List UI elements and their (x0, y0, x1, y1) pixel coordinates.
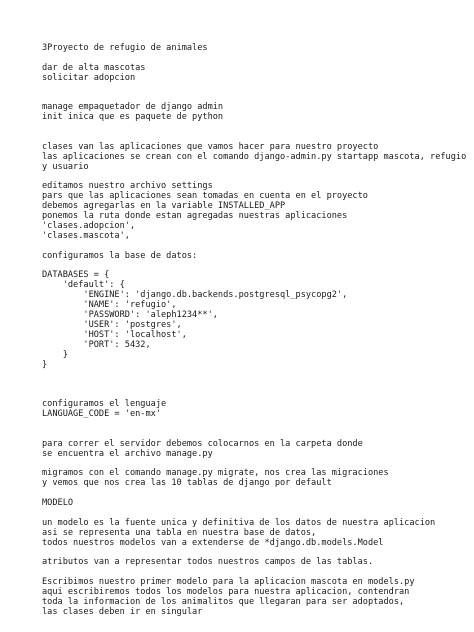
text-line: y usuario (42, 161, 89, 172)
text-line: se encuentra el archivo manage.py (42, 448, 213, 459)
text-line: 'PORT': 5432, (42, 339, 151, 350)
text-line: atributos van a representar todos nuestros campos de las tablas. (42, 557, 374, 568)
text-line: todos nuestros modelos van a extenderse de *django.db.models.Model (42, 537, 384, 548)
text-line: LANGUAGE_CODE = 'en-mx' (42, 408, 161, 419)
text-line: 3Proyecto de refugio de animales (42, 43, 208, 53)
text-line: pars que las aplicaciones sean tomadas en cuenta en el proyecto (42, 191, 368, 202)
blank-line (42, 420, 462, 430)
text-line: clases van las aplicaciones que vamos hacer para nuestro proyecto (42, 141, 379, 152)
text-line: para correr el servidor debemos colocarnos en la carpeta donde (42, 438, 363, 449)
text-line: editamos nuestro archivo settings (42, 181, 213, 192)
text-line: 'USER': 'postgres', (42, 319, 182, 330)
blank-line (42, 84, 462, 94)
text-line: un modelo es la fuente unica y definitiva de los datos de nuestra aplicacion (42, 517, 436, 528)
document-page (42, 43, 467, 618)
text-line: } (42, 349, 68, 360)
text-line: dar de alta mascotas (42, 62, 146, 73)
text-line: asi se representa una tabla en nuestra base de datos, (42, 527, 317, 538)
text-line: y vemos que nos crea las 10 tablas de django por default (42, 478, 332, 489)
text-line: 'clases.adopcion', (42, 221, 136, 232)
text-line: init inica que es paquete de python (42, 112, 224, 123)
text-line: 'NAME': 'refugio', (42, 300, 177, 311)
text-line: debemos agregarlas en la variable INSTALLED_APP (42, 201, 286, 212)
text-line: Escribimos nuestro primer modelo para la aplicacion mascota en models.py (42, 577, 415, 588)
text-line: las clases deben ir en singular (42, 606, 203, 617)
text-line: 'ENGINE': 'django.db.backends.postgresql_psycopg2', (42, 290, 348, 301)
text-line: 'clases.mascota', (42, 230, 130, 241)
text-line: MODELO (42, 497, 74, 508)
blank-line (42, 123, 462, 133)
text-line: DATABASES = { (42, 270, 110, 281)
text-line: 'HOST': 'localhost', (42, 329, 187, 340)
text-line: manage empaquetador de django admin (42, 102, 224, 113)
text-line: migramos con el comando manage.py migrate, nos crea las migraciones (42, 468, 389, 479)
blank-line (42, 489, 462, 499)
blank-line (42, 370, 462, 380)
text-line: aqui escribiremos todos los modelos para nuestra aplicacion, contendran (42, 586, 410, 597)
text-line: configuramos el lenguaje (42, 399, 167, 410)
text-line: 'PASSWORD': 'aleph1234**', (42, 310, 218, 321)
text-line: } (42, 359, 48, 370)
text-line: ponemos la ruta donde estan agregadas nuestras aplicaciones (42, 211, 348, 222)
text-line: toda la informacion de los animalitos que llegaran para ser adoptados, (42, 596, 405, 607)
text-line: las aplicaciones se crean con el comando django-admin.py startapp mascota, refugio (42, 151, 467, 162)
text-line: 'default': { (42, 280, 125, 291)
text-line: solicitar adopcion (42, 72, 136, 83)
blank-line (42, 380, 462, 390)
text-line: configuramos la base de datos: (42, 250, 198, 261)
